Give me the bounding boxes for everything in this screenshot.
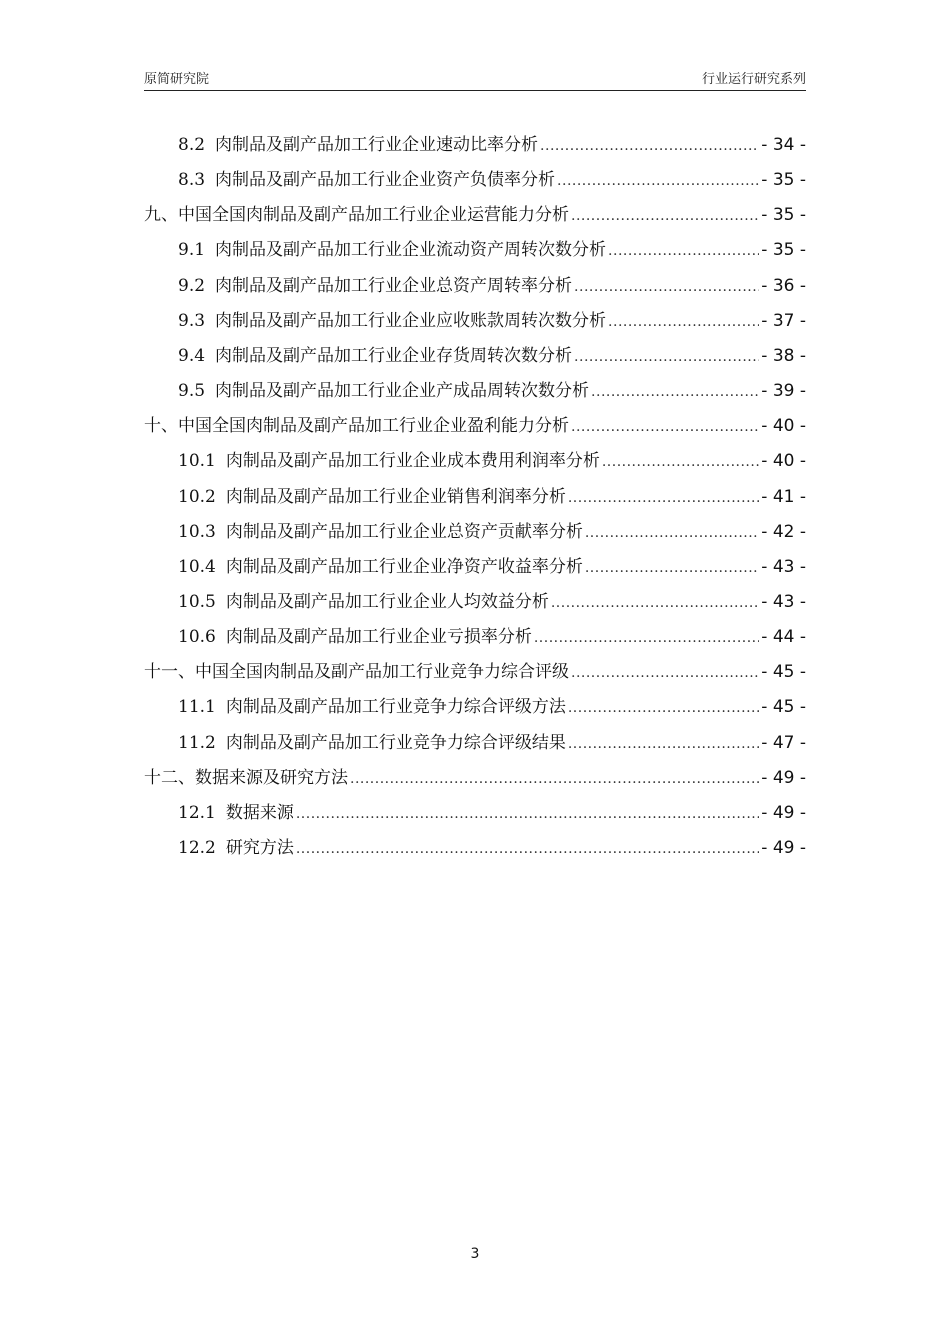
toc-dot-leader bbox=[551, 586, 759, 621]
toc-entry-title: 肉制品及副产品加工行业企业速动比率分析 bbox=[215, 135, 539, 155]
toc-dot-leader bbox=[585, 516, 759, 551]
toc-entry-page: - 49 - bbox=[761, 767, 806, 788]
toc-dot-leader bbox=[571, 410, 759, 445]
toc-entry[interactable] bbox=[178, 128, 806, 163]
toc-dot-leader bbox=[574, 340, 759, 375]
toc-entry[interactable] bbox=[178, 831, 806, 866]
toc-dot-leader bbox=[608, 234, 759, 269]
toc-entry-number: 9.4 bbox=[178, 345, 206, 366]
toc-dot-leader bbox=[608, 305, 759, 340]
toc-dot-leader bbox=[574, 270, 759, 305]
toc-entry-page: - 35 - bbox=[761, 240, 806, 261]
toc-dot-leader bbox=[350, 762, 759, 797]
toc-dot-leader bbox=[540, 129, 759, 164]
toc-dot-leader bbox=[568, 691, 759, 726]
toc-entry-page: - 35 - bbox=[761, 205, 806, 226]
toc-entry-title: 肉制品及副产品加工行业企业总资产贡献率分析 bbox=[225, 521, 583, 542]
toc-entry-number: 10.5 bbox=[178, 591, 216, 612]
toc-entry-number: 10.2 bbox=[178, 486, 216, 507]
toc-entry[interactable] bbox=[178, 444, 806, 479]
toc-entry[interactable] bbox=[178, 726, 806, 761]
toc-dot-leader bbox=[296, 797, 759, 832]
toc-entry-number: 9.3 bbox=[178, 310, 206, 331]
toc-dot-leader bbox=[585, 551, 759, 586]
header-series-title: 行业运行研究系列 bbox=[701, 72, 806, 87]
toc-entry-page: - 38 - bbox=[761, 345, 806, 366]
toc-entry-title: 肉制品及副产品加工行业竞争力综合评级方法 bbox=[225, 697, 566, 718]
toc-entry[interactable] bbox=[144, 198, 806, 233]
toc-dot-leader bbox=[534, 621, 759, 656]
toc-dot-leader bbox=[602, 445, 759, 480]
toc-entry-page: - 43 - bbox=[761, 556, 806, 577]
page-number: 3 bbox=[470, 1246, 480, 1262]
toc-entry-number: 12.2 bbox=[178, 838, 216, 858]
toc-entry-number: 8.3 bbox=[178, 170, 206, 191]
toc-entry-page: - 44 - bbox=[761, 627, 806, 648]
toc-entry-title: 肉制品及副产品加工行业企业应收账款周转次数分析 bbox=[215, 310, 607, 331]
toc-entry[interactable] bbox=[144, 409, 806, 444]
toc-entry[interactable] bbox=[178, 550, 806, 585]
toc-entry-title: 肉制品及副产品加工行业企业存货周转次数分析 bbox=[215, 345, 573, 366]
toc-entry-title: 肉制品及副产品加工行业企业资产负债率分析 bbox=[215, 170, 556, 191]
toc-entry-page: - 42 - bbox=[761, 521, 806, 542]
header-publisher: 原简研究院 bbox=[144, 72, 210, 87]
toc-entry[interactable] bbox=[178, 163, 806, 198]
toc-entry-title: 肉制品及副产品加工行业企业成本费用利润率分析 bbox=[225, 451, 600, 472]
toc-entry-page: - 40 - bbox=[761, 416, 806, 437]
toc-entry-page: - 49 - bbox=[761, 802, 806, 823]
toc-entry-number: 10.4 bbox=[178, 556, 216, 577]
toc-entry-page: - 45 - bbox=[761, 697, 806, 718]
toc-entry[interactable] bbox=[178, 796, 806, 831]
toc-entry[interactable] bbox=[178, 339, 806, 374]
toc-entry[interactable] bbox=[144, 761, 806, 796]
toc-dot-leader bbox=[568, 727, 759, 762]
toc-entry-page: - 47 - bbox=[761, 732, 806, 753]
toc-entry-title: 肉制品及副产品加工行业企业流动资产周转次数分析 bbox=[215, 240, 607, 261]
toc-entry-title: 肉制品及副产品加工行业企业人均效益分析 bbox=[225, 591, 549, 612]
toc-entry-title: 肉制品及副产品加工行业企业销售利润率分析 bbox=[225, 486, 566, 507]
toc-dot-leader bbox=[568, 481, 759, 516]
toc-entry-page: - 40 - bbox=[761, 451, 806, 472]
page-header bbox=[144, 66, 806, 91]
toc-entry-title: 肉制品及副产品加工行业企业产成品周转次数分析 bbox=[215, 381, 590, 402]
toc-entry-number: 10.6 bbox=[178, 627, 216, 648]
toc-entry[interactable] bbox=[144, 655, 806, 690]
toc-entry-number: 9.5 bbox=[178, 381, 206, 402]
toc-entry-title: 研究方法 bbox=[225, 838, 294, 858]
toc-entry-title: 肉制品及副产品加工行业竞争力综合评级结果 bbox=[225, 732, 566, 753]
toc-entry-title: 肉制品及副产品加工行业企业总资产周转率分析 bbox=[215, 275, 573, 296]
toc-entry-number: 11.2 bbox=[178, 732, 216, 753]
toc-entry-page: - 34 - bbox=[761, 135, 806, 155]
toc-entry-title: 十一、中国全国肉制品及副产品加工行业竞争力综合评级 bbox=[144, 662, 569, 683]
toc-entry[interactable] bbox=[178, 480, 806, 515]
toc-entry-title: 数据来源 bbox=[225, 802, 294, 823]
toc-entry[interactable] bbox=[178, 690, 806, 725]
toc-entry-page: - 36 - bbox=[761, 275, 806, 296]
toc-entry-page: - 41 - bbox=[761, 486, 806, 507]
toc-entry-page: - 45 - bbox=[761, 662, 806, 683]
toc-entry-title: 肉制品及副产品加工行业企业净资产收益率分析 bbox=[225, 556, 583, 577]
toc-entry-page: - 39 - bbox=[761, 381, 806, 402]
toc-entry-number: 9.2 bbox=[178, 275, 206, 296]
toc-dot-leader bbox=[591, 375, 759, 410]
toc-dot-leader bbox=[296, 832, 759, 867]
toc-entry-page: - 37 - bbox=[761, 310, 806, 331]
toc-entry[interactable] bbox=[178, 585, 806, 620]
toc-entry-number: 9.1 bbox=[178, 240, 206, 261]
toc-entry-title: 十二、数据来源及研究方法 bbox=[144, 767, 348, 788]
toc-entry-page: - 49 - bbox=[761, 838, 806, 858]
toc-dot-leader bbox=[571, 656, 759, 691]
toc-entry-title: 肉制品及副产品加工行业企业亏损率分析 bbox=[225, 627, 532, 648]
toc-entry[interactable] bbox=[178, 515, 806, 550]
toc-entry-number: 10.3 bbox=[178, 521, 216, 542]
toc-entry-number: 11.1 bbox=[178, 697, 216, 718]
toc-entry-number: 10.1 bbox=[178, 451, 216, 472]
toc-entry[interactable] bbox=[178, 269, 806, 304]
toc-entry[interactable] bbox=[178, 304, 806, 339]
toc-entry-page: - 35 - bbox=[761, 170, 806, 191]
toc-entry[interactable] bbox=[178, 620, 806, 655]
toc-entry-number: 12.1 bbox=[178, 802, 216, 823]
toc-entry[interactable] bbox=[178, 374, 806, 409]
toc-entry[interactable] bbox=[178, 233, 806, 268]
toc-entry-page: - 43 - bbox=[761, 591, 806, 612]
toc-dot-leader bbox=[571, 199, 759, 234]
toc-entry-title: 九、中国全国肉制品及副产品加工行业企业运营能力分析 bbox=[144, 205, 569, 226]
toc-dot-leader bbox=[557, 164, 759, 199]
toc-entry-title: 十、中国全国肉制品及副产品加工行业企业盈利能力分析 bbox=[144, 416, 569, 437]
toc-entry-number: 8.2 bbox=[178, 135, 206, 155]
